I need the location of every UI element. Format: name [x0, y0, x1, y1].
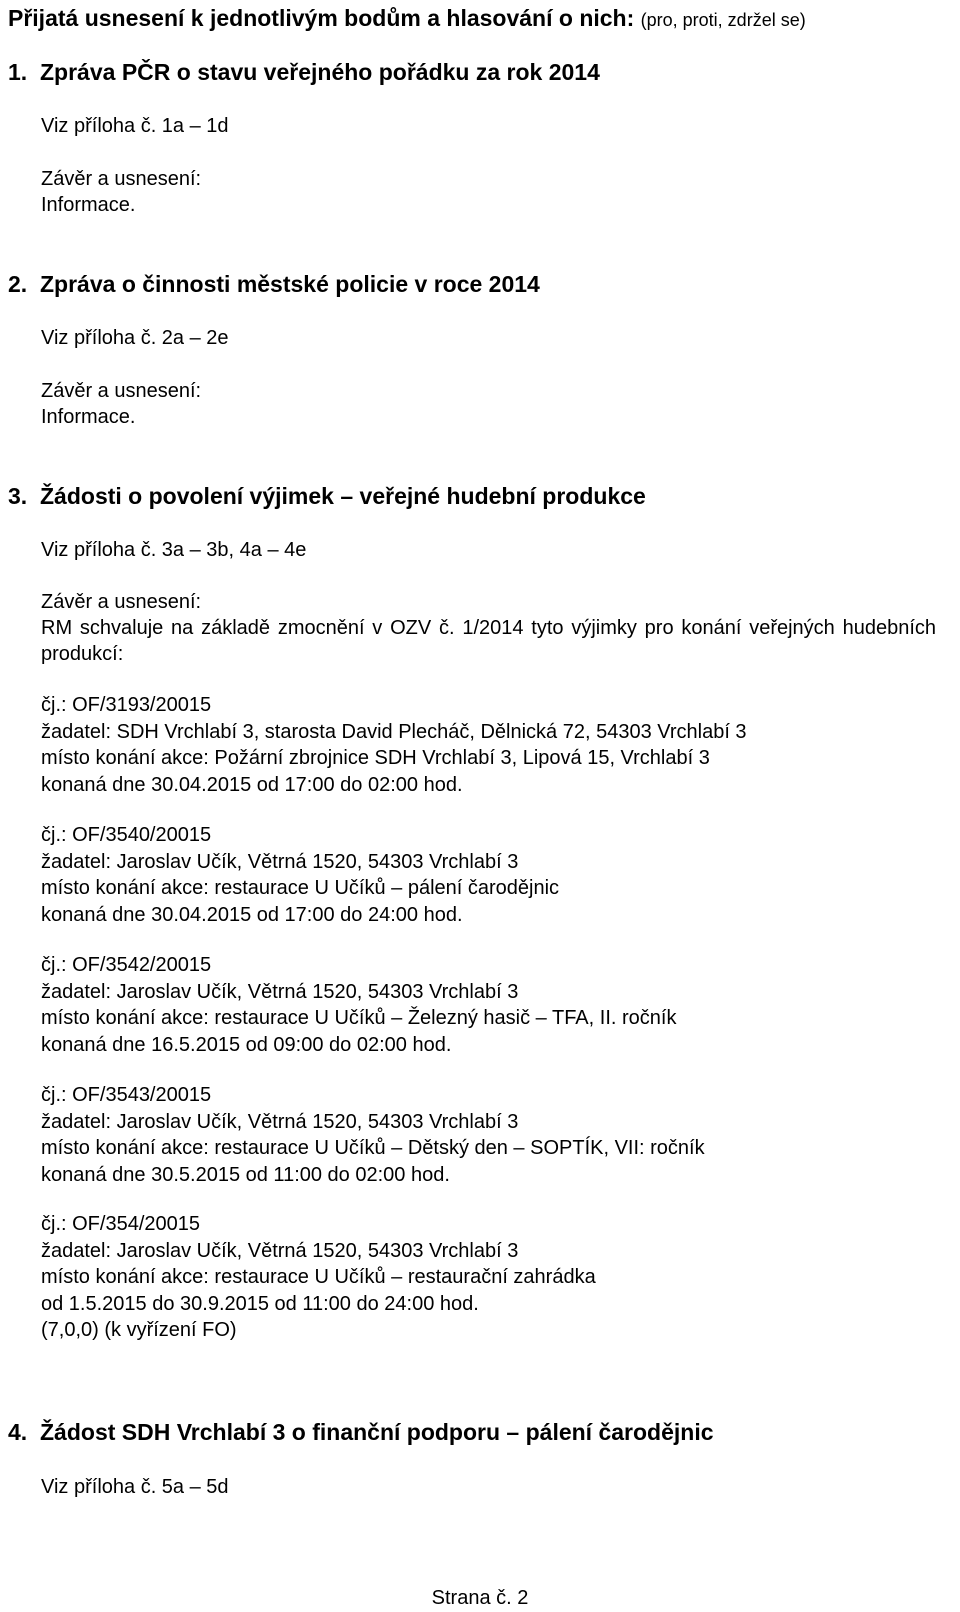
- permit-2-ref: čj.: OF/3540/20015: [41, 824, 212, 846]
- permit-2-applicant: žadatel: Jaroslav Učík, Větrná 1520, 54303 Vrchlabí 3: [41, 850, 519, 873]
- permit-5-ref: čj.: OF/354/20015: [41, 1213, 200, 1235]
- permit-5-applicant: žadatel: Jaroslav Učík, Větrná 1520, 54303 Vrchlabí 3: [41, 1239, 519, 1262]
- permit-3-venue: místo konání akce: restaurace U Učíků – Železný hasič – TFA, II. ročník: [41, 1007, 677, 1029]
- header-vote-note: (pro, proti, zdržel se): [640, 10, 806, 30]
- permit-5: [41, 1211, 596, 1344]
- item-3-title: [8, 482, 646, 510]
- item-2-title-text: Zpráva o činnosti městské policie v roce 2014: [40, 271, 540, 297]
- permit-5-venue: místo konání akce: restaurace U Učíků – restaurační zahrádka: [41, 1266, 596, 1288]
- permit-2: [41, 822, 559, 928]
- permit-3-ref: čj.: OF/3542/20015: [41, 954, 212, 976]
- item-2-title: [8, 270, 540, 298]
- item-4-title-text: Žádost SDH Vrchlabí 3 o finanční podporu – pálení čarodějnic: [40, 1419, 714, 1445]
- item-2-conclusion: Informace.: [41, 406, 136, 428]
- item-1-attachment: Viz příloha č. 1a – 1d: [41, 115, 229, 137]
- permit-1-ref: čj.: OF/3193/20015: [41, 694, 212, 716]
- permit-1-date: konaná dne 30.04.2015 od 17:00 do 02:00 hod.: [41, 773, 463, 796]
- item-4-title: [8, 1418, 714, 1446]
- permit-3: [41, 952, 676, 1058]
- item-1-title-text: Zpráva PČR o stavu veřejného pořádku za rok 2014: [40, 59, 600, 85]
- permit-1-applicant: žadatel: SDH Vrchlabí 3, starosta David Plecháč, Dělnická 72, 54303 Vrchlabí 3: [41, 720, 747, 743]
- permit-3-applicant: žadatel: Jaroslav Učík, Větrná 1520, 54303 Vrchlabí 3: [41, 980, 519, 1003]
- permit-5-date: od 1.5.2015 do 30.9.2015 od 11:00 do 24:00 hod.: [41, 1292, 479, 1315]
- permit-4: [41, 1082, 705, 1188]
- item-4-attachment: Viz příloha č. 5a – 5d: [41, 1476, 229, 1498]
- item-1-title: [8, 58, 600, 86]
- permit-4-applicant: žadatel: Jaroslav Učík, Větrná 1520, 54303 Vrchlabí 3: [41, 1110, 519, 1133]
- item-2-conclusion-label: Závěr a usnesení:: [41, 380, 202, 402]
- item-1-conclusion-label: Závěr a usnesení:: [41, 168, 202, 190]
- permit-4-venue: místo konání akce: restaurace U Učíků – Dětský den – SOPTÍK, VII: ročník: [41, 1137, 705, 1159]
- item-2-number: 2.: [8, 271, 28, 297]
- item-1-conclusion: Informace.: [41, 194, 136, 216]
- permit-2-date: konaná dne 30.04.2015 od 17:00 do 24:00 hod.: [41, 903, 463, 926]
- item-3-attachment: Viz příloha č. 3a – 3b, 4a – 4e: [41, 539, 307, 561]
- permit-5-vote: (7,0,0) (k vyřízení FO): [41, 1319, 237, 1341]
- item-3-title-text: Žádosti o povolení výjimek – veřejné hudební produkce: [40, 483, 646, 509]
- page-number: Strana č. 2: [431, 1587, 529, 1609]
- item-3-number: 3.: [8, 483, 28, 509]
- item-3-resolution: RM schvaluje na základě zmocnění v OZV č. 1/2014 tyto výjimky pro konání veřejných hudebních produkcí:: [41, 617, 936, 665]
- permit-1-venue: místo konání akce: Požární zbrojnice SDH Vrchlabí 3, Lipová 15, Vrchlabí 3: [41, 747, 710, 769]
- item-3-conclusion-label: Závěr a usnesení:: [41, 591, 202, 613]
- permit-1: [41, 692, 747, 798]
- item-2-attachment: Viz příloha č. 2a – 2e: [41, 327, 229, 349]
- permit-4-ref: čj.: OF/3543/20015: [41, 1084, 212, 1106]
- permit-2-venue: místo konání akce: restaurace U Učíků – pálení čarodějnic: [41, 877, 560, 899]
- header-title: Přijatá usnesení k jednotlivým bodům a hlasování o nich:: [8, 5, 635, 31]
- item-4-number: 4.: [8, 1419, 28, 1445]
- page-header: [8, 4, 806, 34]
- permit-4-date: konaná dne 30.5.2015 od 11:00 do 02:00 hod.: [41, 1163, 450, 1186]
- item-1-number: 1.: [8, 59, 28, 85]
- permit-3-date: konaná dne 16.5.2015 od 09:00 do 02:00 hod.: [41, 1033, 452, 1056]
